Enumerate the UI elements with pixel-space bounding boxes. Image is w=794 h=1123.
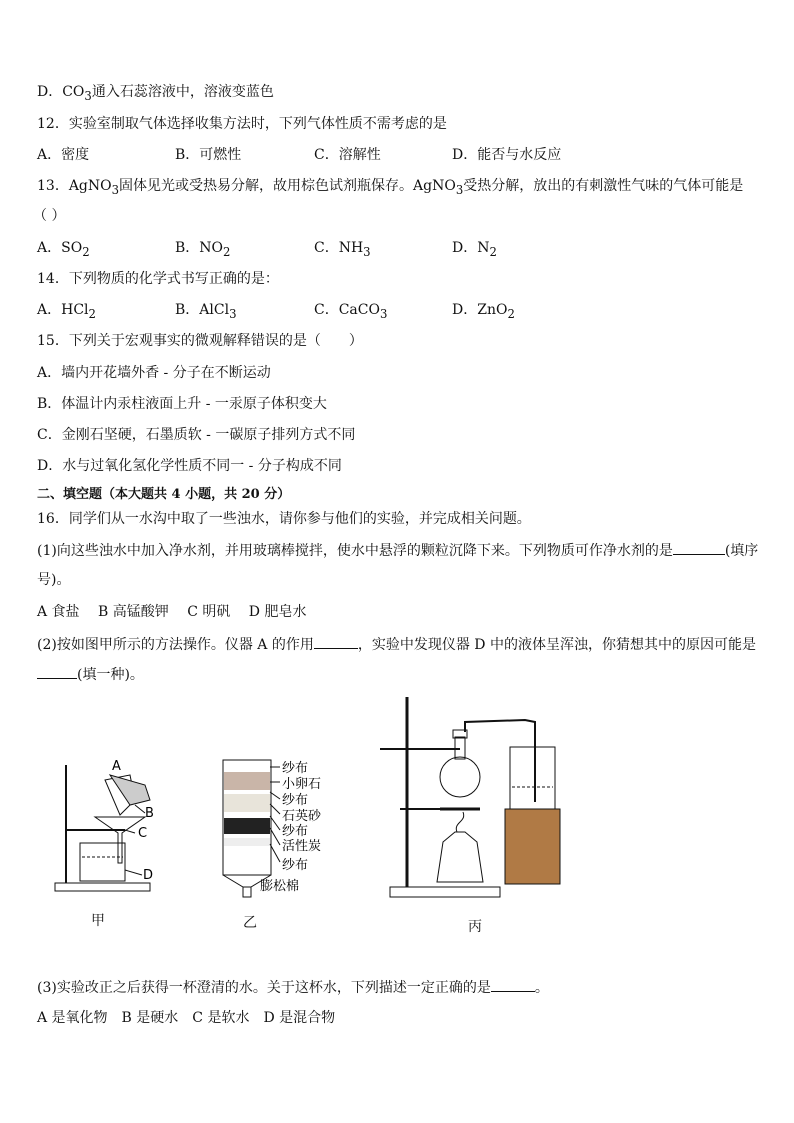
q16-p3-text: (3)实验改正之后获得一杯澄清的水。关于这杯水，下列描述一定正确的是 <box>37 980 491 996</box>
label-gauze-1: 纱布 <box>282 761 309 776</box>
label-gauze-4: 纱布 <box>282 858 309 873</box>
q14c-text: C．CaCO <box>314 302 380 318</box>
label-c-line <box>125 830 135 833</box>
q14d-sub: 2 <box>507 306 515 321</box>
q13-sub1: 3 <box>111 182 120 197</box>
label-a: A <box>112 759 121 774</box>
q11d-text-post: 通入石蕊溶液中，溶液变蓝色 <box>91 84 274 100</box>
q13a-text: A．SO <box>37 240 83 256</box>
q11-option-d <box>37 82 274 106</box>
cotton-layer <box>224 838 270 846</box>
answer-blank-2[interactable] <box>314 634 358 649</box>
q14d-text: D．ZnO <box>452 302 508 318</box>
q13-sub2: 3 <box>455 182 464 197</box>
carbon-layer <box>224 818 270 834</box>
q16-p3-end: 。 <box>534 980 549 996</box>
beaker-pour <box>110 775 150 805</box>
q14c-sub: 3 <box>379 306 388 321</box>
q14a-text: A．HCl <box>37 302 89 318</box>
q16-p1-end: (填序 <box>724 543 759 559</box>
q13c-sub: 3 <box>363 244 371 259</box>
stand-base <box>55 883 150 891</box>
label-carbon: 活性炭 <box>282 839 322 854</box>
q16-part1-line2: 号)。 <box>37 572 71 588</box>
figure-yi-purifier <box>215 752 365 902</box>
q13a-sub: 2 <box>82 244 90 259</box>
label-pebble: 小卵石 <box>282 777 322 792</box>
figure-jia-filtration <box>50 755 170 895</box>
q11d-text: D．CO <box>37 84 85 100</box>
section-heading: 二、填空题（本大题共 4 小题，共 20 分） <box>37 487 291 502</box>
label-cotton: 膨松棉 <box>260 879 300 894</box>
label-gauze-2: 纱布 <box>282 793 309 808</box>
q13-stem-b: 固体见光或受热易分解，故用棕色试剂瓶保存。AgNO <box>119 178 456 194</box>
figure-bing-distillation <box>375 692 575 902</box>
q13-paren: （ ） <box>33 208 66 224</box>
q16-part3-options: A 是氧化物 B 是硬水 C 是软水 D 是混合物 <box>37 1010 336 1026</box>
q12-option-a: A．密度 <box>37 147 90 163</box>
q15-option-b: B．体温计内汞柱液面上升 - 一汞原子体积变大 <box>37 396 327 412</box>
label-b: B <box>145 806 154 821</box>
q15-stem: 15．下列关于宏观事实的微观解释错误的是（ ） <box>37 333 363 349</box>
q14-option-a <box>37 300 96 324</box>
q16-p2-end: (填一种)。 <box>77 667 144 683</box>
label-sand: 石英砂 <box>282 809 322 824</box>
q15-option-c: C．金刚石坚硬，石墨质软 - 一碳原子排列方式不同 <box>37 427 356 443</box>
label-b-line <box>135 805 145 813</box>
caption-yi: 乙 <box>243 915 257 931</box>
q13-stem-c: 受热分解，放出的有刺激性气味的气体可能是 <box>463 178 744 194</box>
q16-part1-line1 <box>37 540 758 561</box>
label-d-line <box>125 870 142 875</box>
q13-stem-a: 13．AgNO <box>37 178 112 194</box>
q14-option-d <box>452 300 515 324</box>
answer-blank-4[interactable] <box>491 977 535 992</box>
lamp-flame <box>456 812 463 832</box>
alcohol-lamp <box>437 832 483 882</box>
q14-option-c <box>314 300 387 324</box>
caption-jia: 甲 <box>91 913 105 929</box>
label-gauze-3: 纱布 <box>282 824 309 839</box>
q11d-sub: 3 <box>84 88 92 103</box>
q15-option-d: D．水与过氧化氢化学性质不同一 - 分子构成不同 <box>37 458 342 474</box>
q13-option-d <box>452 238 497 262</box>
q14a-sub: 2 <box>88 306 96 321</box>
q16-p2-text-a: (2)按如图甲所示的方法操作。仪器 A 的作用 <box>37 637 314 653</box>
q12-option-d: D．能否与水反应 <box>452 147 562 163</box>
q16-part3 <box>37 977 549 998</box>
q14-stem: 14．下列物质的化学式书写正确的是： <box>37 271 279 287</box>
q16-part2-line1 <box>37 634 756 655</box>
sand-layer <box>224 794 270 812</box>
q12-stem: 12．实验室制取气体选择收集方法时，下列气体性质不需考虑的是 <box>37 116 447 132</box>
answer-blank-1[interactable] <box>673 540 725 555</box>
q12-option-b: B．可燃性 <box>175 147 242 163</box>
q14-option-b <box>175 300 237 324</box>
q13d-sub: 2 <box>489 244 497 259</box>
q13-option-c <box>314 238 371 262</box>
q12-option-c: C．溶解性 <box>314 147 381 163</box>
q14b-text: B．AlCl <box>175 302 230 318</box>
q15-option-a: A．墙内开花墙外香 - 分子在不断运动 <box>37 365 271 381</box>
q13-stem <box>37 176 743 200</box>
q13b-text: B．NO <box>175 240 224 256</box>
label-d: D <box>143 868 154 883</box>
q16-part1-options: A 食盐 B 高锰酸钾 C 明矾 D 肥皂水 <box>37 604 307 620</box>
pebble-layer <box>224 772 270 790</box>
wooden-block <box>505 809 560 884</box>
stand-base <box>390 887 500 897</box>
outlet-tube <box>243 887 251 897</box>
q16-p2-text-b: ，实验中发现仪器 D 中的液体呈浑浊，你猜想其中的原因可能是 <box>357 637 756 653</box>
q13b-sub: 2 <box>223 244 231 259</box>
q16-p1-text: (1)向这些浊水中加入净水剂，并用玻璃棒搅拌，使水中悬浮的颗粒沉降下来。下列物质可作净水剂的是 <box>37 543 673 559</box>
q14b-sub: 3 <box>229 306 237 321</box>
q13c-text: C．NH <box>314 240 364 256</box>
q13d-text: D．N <box>452 240 490 256</box>
q13-option-a <box>37 238 90 262</box>
caption-bing: 丙 <box>468 919 482 935</box>
q16-stem: 16．同学们从一水沟中取了一些浊水，请你参与他们的实验，并完成相关问题。 <box>37 511 531 527</box>
q13-option-b <box>175 238 230 262</box>
q16-part2-line2 <box>37 664 144 685</box>
label-c: C <box>138 826 148 841</box>
answer-blank-3[interactable] <box>37 664 77 679</box>
collecting-beaker <box>510 747 555 809</box>
flask <box>440 757 480 797</box>
